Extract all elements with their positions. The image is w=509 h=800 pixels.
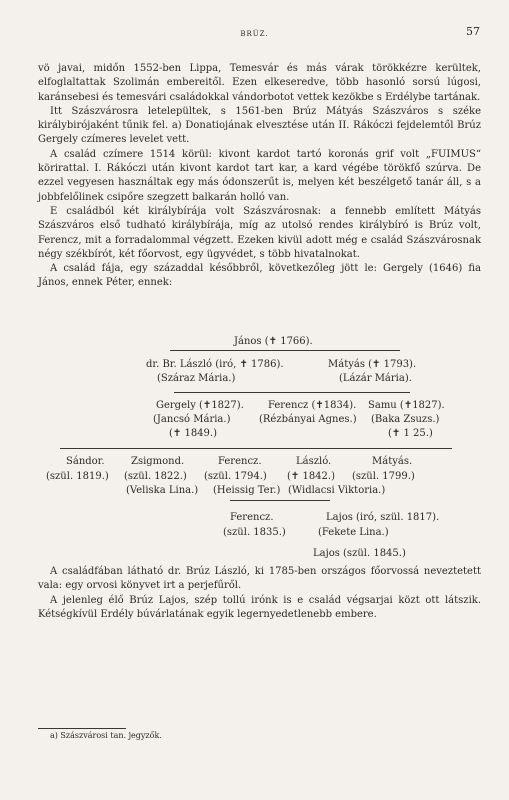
paragraph: A család fája, egy századdal későbbről, következőleg jött le: Gergely (1646) fia János, ennek Péter, ennek: — [38, 263, 481, 289]
paragraph: A jelenleg élő Brúz Lajos, szép tollú irónk is e család végsarjai közt ott látszik. Kétségkívül Erdély búvárlatának egyik legernyedetlenebb embere. — [38, 594, 481, 620]
footnote: a) Szászvárosi tan. jegyzők. — [50, 731, 162, 740]
tree-birth: (szül. 1794.) — [204, 471, 267, 482]
running-head: BRÚZ. — [240, 30, 269, 38]
footnote-rule — [38, 728, 126, 729]
tree-person: László. — [296, 456, 332, 467]
paragraph: A család czímere 1514 körül: kivont kardot tartó koronás grif volt „FUIMUS“ körirattal. I. Rákóczi után kivont kardot tart kar, a kard végébe törökfő szúrva. De ezzel vegyesen használtak egy más ódonszerűt is, melyen két beszélgető tanár áll, s a jobbfelőlinek csipőre szegzett balkarán holló van. — [38, 148, 481, 203]
tree-spouse: (Lázár Mária). — [339, 373, 412, 384]
tree-death: (✝ 1 25.) — [388, 428, 433, 439]
tree-person: Lajos (iró, szül. 1817). — [326, 512, 440, 523]
tree-person: Ferencz. — [218, 456, 262, 467]
tree-spouse: (Heissig Ter.) — [213, 485, 281, 496]
paragraph: vö javai, midőn 1552-ben Lippa, Temesvár és más várak törökkézre kerültek, elfoglaltattak Szolimán embereitől. Ezen elkeseredve, több hasonló sorsú lúgosi, karánsebesi és temesvári családokkal vándorbotot vettek kezökbe s Erdélybe tartának. — [38, 63, 481, 103]
tree-person: dr. Br. László (iró, ✝ 1786). — [146, 359, 284, 370]
tree-person: Zsigmond. — [131, 456, 185, 467]
tree-spouse: (Száraz Mária.) — [157, 373, 236, 384]
tree-person: Mátyás. — [372, 456, 413, 467]
tree-spouse: (Fekete Lina.) — [318, 527, 389, 538]
tree-person: Ferencz. — [230, 512, 274, 523]
tree-connector — [170, 350, 400, 351]
closing-text — [38, 565, 481, 622]
tree-connector — [174, 392, 410, 393]
tree-spouse: (Widlacsi Viktoria.) — [288, 485, 386, 496]
paragraph: Itt Szászvárosra letelepültek, s 1561-ben Brúz Mátyás Szászváros s széke királybirójaként tűnik fel. a) Donatiojának elvesztése után II. Rákóczi fejdelemtől Brúz Gergely czímeres levelet vett. — [38, 105, 481, 146]
tree-birth: (szül. 1819.) — [46, 471, 109, 482]
tree-birth: (szül. 1799.) — [352, 471, 415, 482]
paragraph: E családból két királybírája volt Szászvárosnak: a fennebb említett Mátyás Szászváros első tudható királybírája, míg az utolsó rendes királybíró is Brúz volt, Ferencz, mit a forradalommal végzett. Ezeken kivül adott még e család Szászvárosnak négy székbírót, két főorvost, egy ügyvédet, s több hivatalnokat. — [38, 205, 481, 260]
tree-birth: (szül. 1835.) — [223, 527, 286, 538]
tree-death: (✝ 1842.) — [287, 471, 335, 482]
tree-person: Ferencz (✝1834). — [268, 400, 357, 411]
tree-person: Samu (✝1827). — [368, 400, 445, 411]
tree-spouse: (Jancsó Mária.) — [153, 414, 231, 425]
tree-person: Gergely (✝1827). — [156, 400, 244, 411]
tree-person: Lajos (szül. 1845.) — [313, 548, 406, 559]
tree-spouse: (Baka Zsuzs.) — [371, 414, 440, 425]
tree-connector — [60, 448, 452, 449]
tree-person: Sándor. — [66, 456, 105, 467]
tree-spouse: (Veliska Lina.) — [126, 485, 199, 496]
tree-death: (✝ 1849.) — [169, 428, 217, 439]
tree-spouse: (Rézbányai Agnes.) — [259, 414, 357, 425]
tree-birth: (szül. 1822.) — [124, 471, 187, 482]
tree-person: Mátyás (✝ 1793). — [328, 359, 417, 370]
tree-root: János (✝ 1766). — [234, 336, 313, 347]
tree-connector — [230, 500, 330, 501]
paragraph: A családfában látható dr. Brúz László, ki 1785-ben országos főorvossá neveztetett vala: egy orvosi könyvet irt a perjefűről. — [38, 566, 481, 592]
page-number: 57 — [466, 25, 480, 38]
